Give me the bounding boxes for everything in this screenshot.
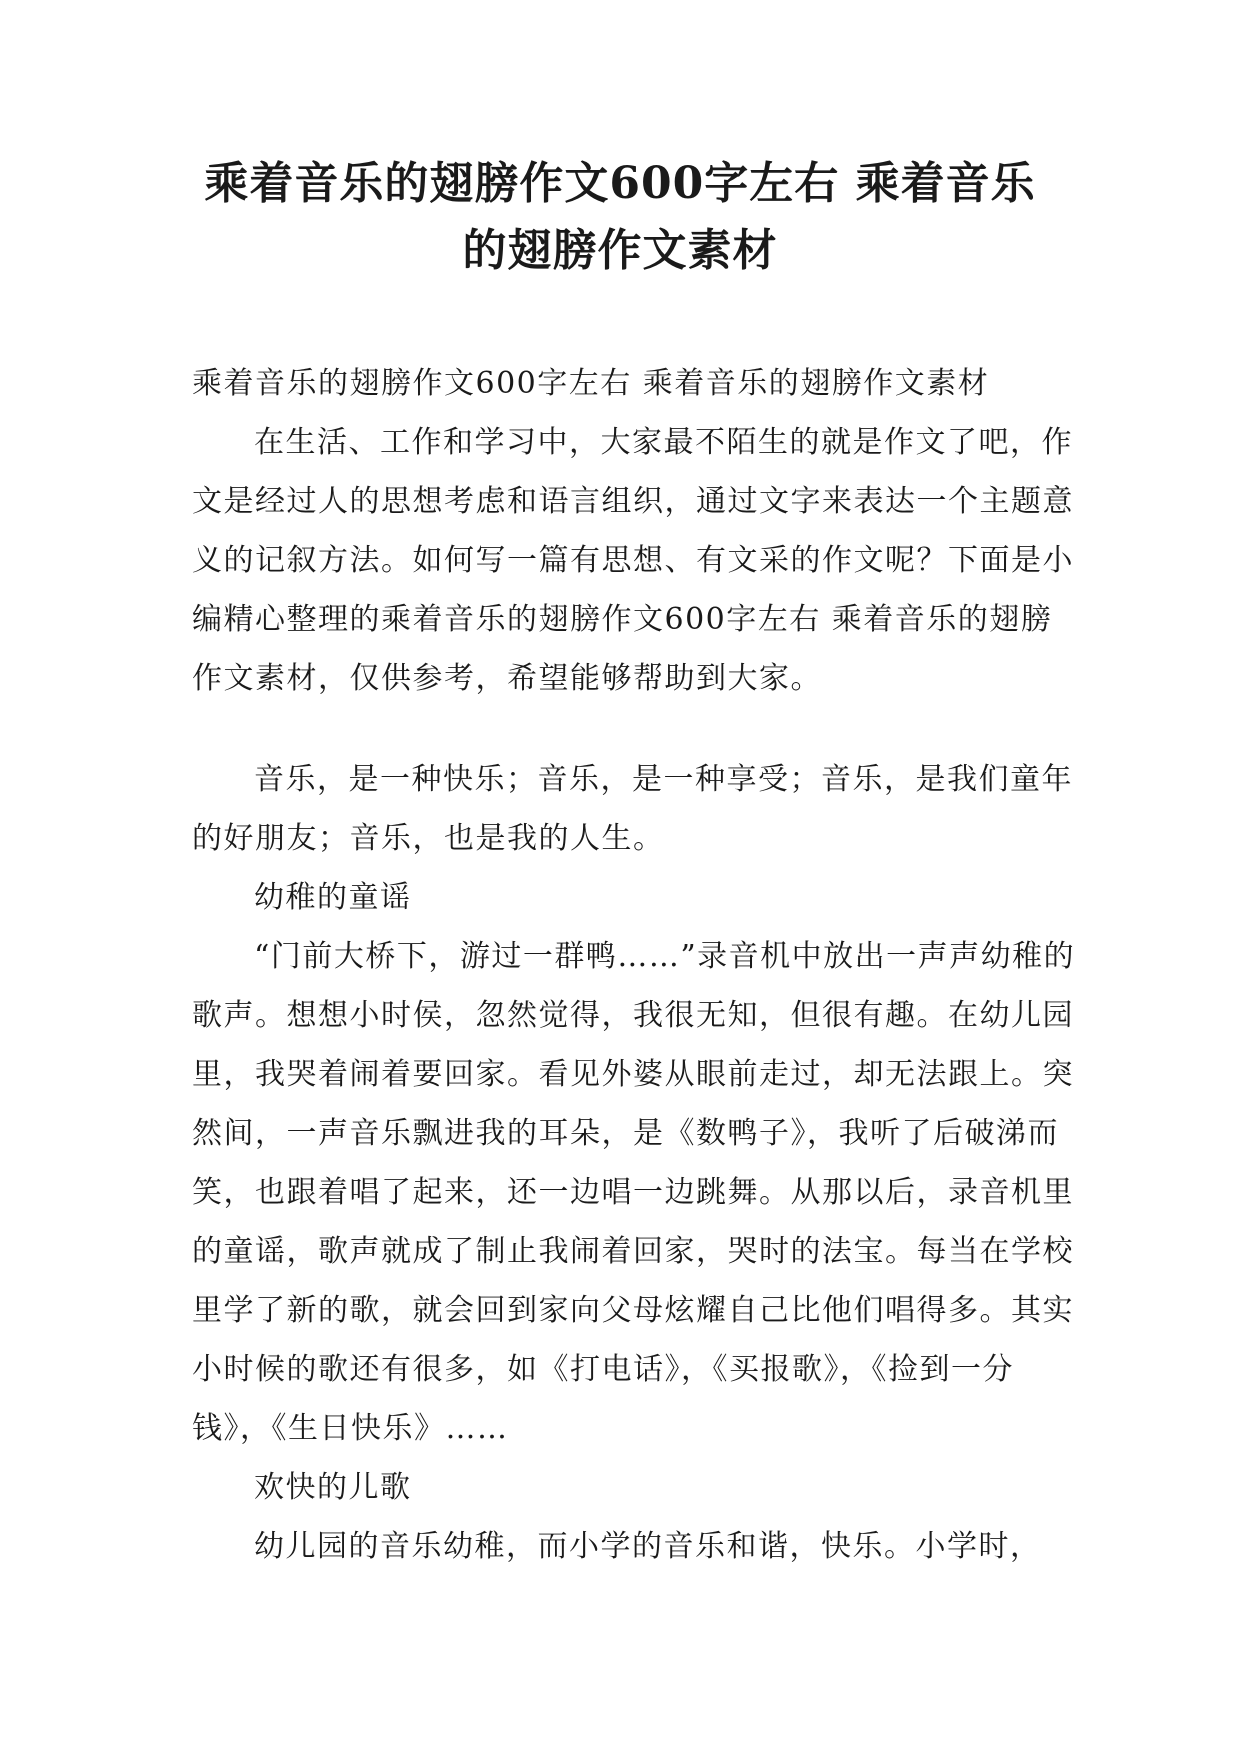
childrens-songs-paragraph: 幼儿园的音乐幼稚，而小学的音乐和谐，快乐。小学时， [254, 1529, 1042, 1564]
nursery-rhymes-paragraph: “门前大桥下，游过一群鸭……”录音机中放出一声声幼稚的歌声。想想小时侯，忽然觉得，我很无知，但很有趣。在幼儿园里，我哭着闹着要回家。看见外婆从眼前走过，却无法跟上。突然间，一声音乐飘进我的耳朵，是《数鸭子》，我听了后破涕而笑，也跟着唱了起来，还一边唱一边跳舞。从那以后，录音机里的童谣，歌声就成了制止我闹着回家，哭时的法宝。每当在学校里学了新的歌，就会回到家向父母炫耀自己比他们唱得多。其实小时候的歌还有很多，如《打电话》，《买报歌》，《捡到一分钱》，《生日快乐》…… [192, 939, 1076, 1446]
section-heading-childrens-songs: 欢快的儿歌 [254, 1470, 412, 1505]
document-title [150, 150, 1090, 284]
intro-paragraph: 在生活、工作和学习中，大家最不陌生的就是作文了吧，作文是经过人的思想考虑和语言组织，通过文字来表达一个主题意义的记叙方法。如何写一篇有思想、有文采的作文呢？下面是小编精心整理的乘着音乐的翅膀作文600字左右 乘着音乐的翅膀作文素材，仅供参考，希望能够帮助到大家。 [192, 425, 1074, 696]
title-line-1: 乘着音乐的翅膀作文600字左右 乘着音乐 [204, 158, 1036, 209]
paragraph-spacer [192, 708, 1082, 750]
section-heading-nursery-rhymes: 幼稚的童谣 [254, 880, 412, 915]
document-body [192, 354, 1082, 1576]
title-line-2: 的翅膀作文素材 [462, 225, 778, 276]
subtitle-paragraph: 乘着音乐的翅膀作文600字左右 乘着音乐的翅膀作文素材 [192, 366, 990, 401]
opening-paragraph: 音乐，是一种快乐；音乐，是一种享受；音乐，是我们童年的好朋友；音乐，也是我的人生。 [192, 762, 1073, 856]
